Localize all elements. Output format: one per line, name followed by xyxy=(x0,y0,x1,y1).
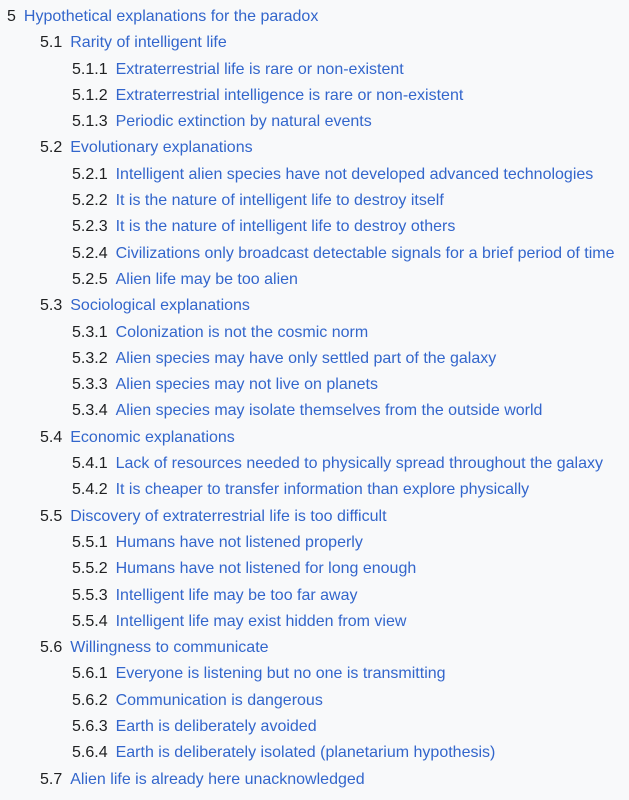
toc-item[interactable] xyxy=(0,398,629,424)
toc-number: 5.5.4 xyxy=(72,612,108,630)
toc-link[interactable]: Lack of resources needed to physically spread throughout the galaxy xyxy=(115,455,604,473)
toc-number: 5.3.3 xyxy=(72,376,108,394)
toc-number: 5 xyxy=(7,8,16,25)
toc-link[interactable]: Sociological explanations xyxy=(70,297,250,315)
toc-number: 5.3.1 xyxy=(72,323,108,341)
toc-item[interactable] xyxy=(0,530,629,556)
toc-link[interactable]: Intelligent life may exist hidden from view xyxy=(115,612,407,630)
toc-link[interactable]: Economic explanations xyxy=(70,428,235,446)
toc-number: 5.5 xyxy=(40,507,63,525)
toc-number: 5.6.1 xyxy=(72,665,108,683)
toc-link[interactable]: Everyone is listening but no one is transmitting xyxy=(115,665,446,683)
toc-number: 5.7 xyxy=(40,770,63,788)
toc-number: 5.5.3 xyxy=(72,586,108,604)
toc-number: 5.2.4 xyxy=(72,244,108,262)
toc-link[interactable]: Alien life may be too alien xyxy=(115,270,298,288)
toc-number: 5.6.3 xyxy=(72,718,108,736)
toc-item[interactable] xyxy=(0,188,629,214)
toc-number: 5.1.3 xyxy=(72,113,108,131)
toc-item[interactable] xyxy=(0,241,629,267)
toc-item[interactable] xyxy=(0,83,629,109)
toc-item[interactable] xyxy=(0,767,629,793)
toc-number: 5.4.1 xyxy=(72,455,108,473)
toc-link[interactable]: Alien life is already here unacknowledged xyxy=(70,770,365,788)
toc-link[interactable]: Earth is deliberately isolated (planetarium hypothesis) xyxy=(115,744,496,762)
toc-item[interactable] xyxy=(0,477,629,503)
toc-link[interactable]: Humans have not listened properly xyxy=(115,533,363,551)
toc-number: 5.6.2 xyxy=(72,691,108,709)
toc-item[interactable] xyxy=(0,504,629,530)
toc-item[interactable] xyxy=(0,609,629,635)
toc-number: 5.1.1 xyxy=(72,60,108,78)
toc-item[interactable] xyxy=(0,556,629,582)
toc-item[interactable] xyxy=(0,425,629,451)
toc-item[interactable] xyxy=(0,688,629,714)
toc-link[interactable]: Periodic extinction by natural events xyxy=(115,113,372,131)
toc-item[interactable] xyxy=(0,714,629,740)
toc-item[interactable] xyxy=(0,583,629,609)
toc-item[interactable] xyxy=(0,162,629,188)
toc-number: 5.6.4 xyxy=(72,744,108,762)
toc-link[interactable]: Intelligent life may be too far away xyxy=(115,586,358,604)
toc-link[interactable]: It is the nature of intelligent life to destroy others xyxy=(115,218,456,236)
toc-item[interactable] xyxy=(0,214,629,240)
toc-item[interactable] xyxy=(0,293,629,319)
toc-number: 5.2.2 xyxy=(72,192,108,210)
toc-link[interactable]: Communication is dangerous xyxy=(115,691,323,709)
toc-number: 5.4.2 xyxy=(72,481,108,499)
toc-link[interactable]: Humans have not listened for long enough xyxy=(115,560,417,578)
toc-number: 5.2 xyxy=(40,139,63,157)
toc-item[interactable] xyxy=(0,451,629,477)
toc-link[interactable]: Civilizations only broadcast detectable signals for a brief period of time xyxy=(115,244,615,262)
toc-number: 5.4 xyxy=(40,428,63,446)
toc-link[interactable]: Earth is deliberately avoided xyxy=(115,718,317,736)
toc-number: 5.3.4 xyxy=(72,402,108,420)
toc-number: 5.5.1 xyxy=(72,533,108,551)
toc-link[interactable]: Intelligent alien species have not developed advanced technologies xyxy=(115,165,594,183)
toc-item[interactable] xyxy=(0,346,629,372)
toc-number: 5.1.2 xyxy=(72,86,108,104)
toc-item[interactable] xyxy=(0,372,629,398)
toc-link[interactable]: Extraterrestrial life is rare or non-existent xyxy=(115,60,404,78)
toc-link[interactable]: Willingness to communicate xyxy=(70,639,269,657)
toc-item[interactable] xyxy=(0,30,629,56)
toc-number: 5.1 xyxy=(40,34,63,52)
toc-item[interactable] xyxy=(0,57,629,83)
toc-link[interactable]: It is the nature of intelligent life to destroy itself xyxy=(115,192,444,210)
toc-item[interactable] xyxy=(0,135,629,161)
toc-item[interactable] xyxy=(0,740,629,766)
toc-number: 5.2.5 xyxy=(72,270,108,288)
toc-item[interactable] xyxy=(0,320,629,346)
toc-link[interactable]: Alien species may not live on planets xyxy=(115,376,378,394)
toc-item[interactable] xyxy=(0,635,629,661)
toc-number: 5.2.1 xyxy=(72,165,108,183)
toc-item[interactable] xyxy=(0,109,629,135)
toc-item[interactable] xyxy=(0,4,629,30)
toc-number: 5.2.3 xyxy=(72,218,108,236)
toc-number: 5.3.2 xyxy=(72,349,108,367)
toc-link[interactable]: Evolutionary explanations xyxy=(70,139,253,157)
toc-link[interactable]: Discovery of extraterrestrial life is too difficult xyxy=(70,507,387,525)
toc-link[interactable]: Alien species may have only settled part of the galaxy xyxy=(115,349,497,367)
toc-number: 5.6 xyxy=(40,639,63,657)
toc-item[interactable] xyxy=(0,661,629,687)
toc-link[interactable]: Extraterrestrial intelligence is rare or non-existent xyxy=(115,86,464,104)
toc-item[interactable] xyxy=(0,267,629,293)
toc-number: 5.3 xyxy=(40,297,63,315)
toc-link[interactable]: Alien species may isolate themselves from the outside world xyxy=(115,402,543,420)
toc-link[interactable]: Colonization is not the cosmic norm xyxy=(115,323,369,341)
toc-link[interactable]: It is cheaper to transfer information than explore physically xyxy=(115,481,530,499)
toc-link[interactable]: Hypothetical explanations for the paradox xyxy=(23,8,319,25)
toc-number: 5.5.2 xyxy=(72,560,108,578)
toc-link[interactable]: Rarity of intelligent life xyxy=(70,34,227,52)
